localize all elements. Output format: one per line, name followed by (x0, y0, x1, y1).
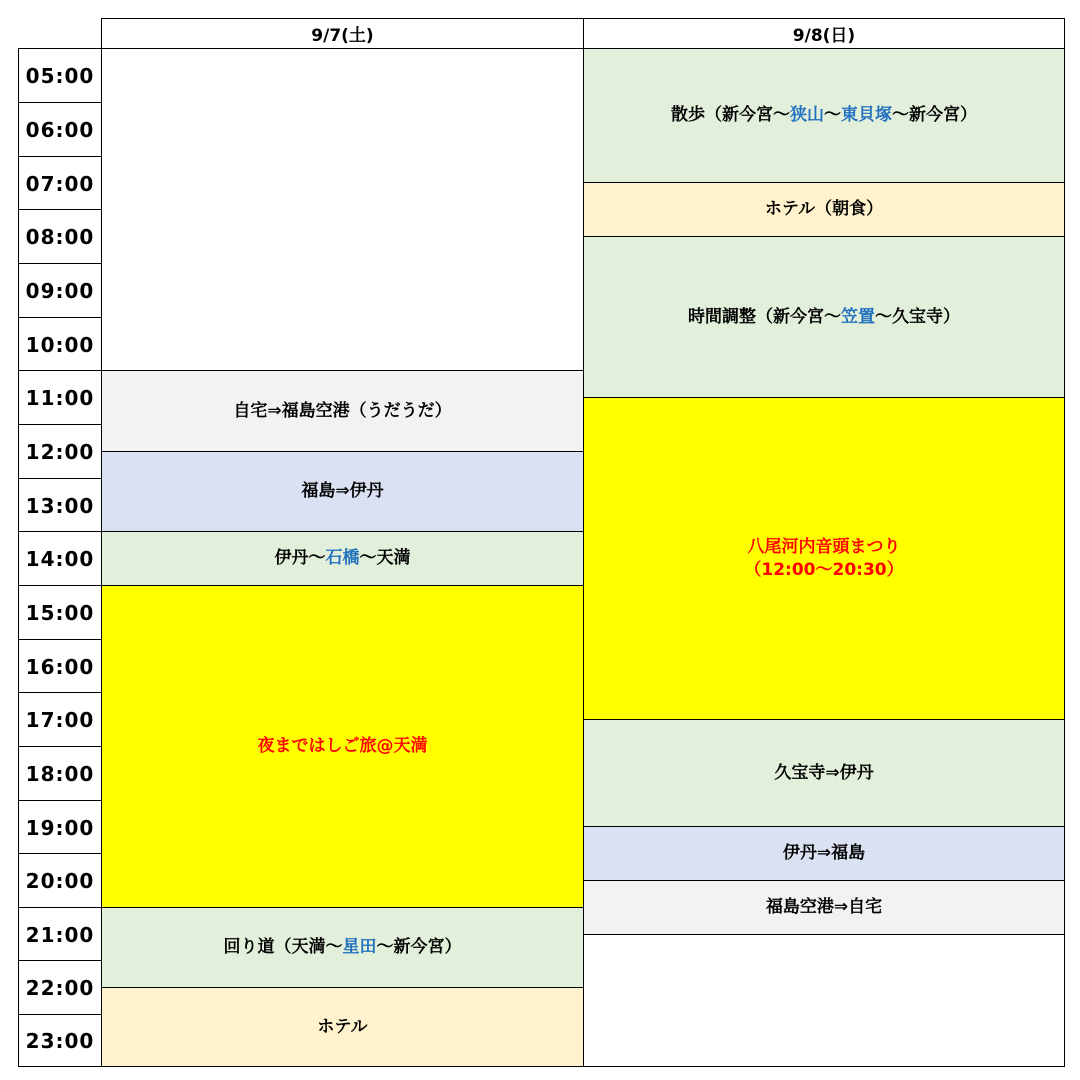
time-label: 17:00 (18, 692, 102, 747)
time-label: 14:00 (18, 531, 102, 586)
sun-empty-night (583, 934, 1065, 1067)
sat-event-hashigo-tabi (101, 585, 584, 908)
event-label: 夜まではしご旅@天満 (257, 736, 428, 757)
sat-event-hotel (101, 987, 584, 1067)
event-text: ～新今宮） (376, 937, 462, 958)
event-text: ～久宝寺） (875, 306, 960, 327)
sun-event-kyuhoji-itami (583, 719, 1065, 827)
time-label: 23:00 (18, 1014, 102, 1067)
time-label: 16:00 (18, 639, 102, 694)
event-label: 伊丹⇒福島 (782, 843, 866, 864)
event-text: ～天満 (359, 548, 411, 569)
station-highlight: 狭山 (790, 105, 824, 126)
event-label: ホテル (317, 1016, 368, 1037)
time-label: 20:00 (18, 853, 102, 908)
sun-event-travel-home (583, 880, 1065, 935)
event-text: 時間調整（新今宮～ (688, 306, 841, 327)
time-label: 07:00 (18, 156, 102, 211)
day-header-sat: 9/7(土) (101, 18, 584, 49)
time-label: 05:00 (18, 48, 102, 103)
event-label (688, 306, 960, 329)
time-label: 22:00 (18, 960, 102, 1015)
event-label: ホテル（朝食） (764, 199, 884, 220)
time-label: 18:00 (18, 746, 102, 801)
time-label: 11:00 (18, 370, 102, 425)
event-label (224, 936, 462, 959)
event-label: 自宅⇒福島空港（うだうだ） (233, 400, 452, 421)
sun-event-flight (583, 826, 1065, 881)
time-label: 15:00 (18, 585, 102, 640)
time-label: 12:00 (18, 424, 102, 479)
event-label: 福島⇒伊丹 (301, 481, 384, 502)
event-label: 福島空港⇒自宅 (765, 897, 883, 918)
time-label: 09:00 (18, 263, 102, 318)
sun-event-walk (583, 48, 1065, 183)
event-text: ～ (824, 105, 841, 126)
sun-event-yao-festival (583, 397, 1065, 720)
sat-event-travel-airport (101, 370, 584, 452)
event-label: 久宝寺⇒伊丹 (774, 762, 874, 783)
sat-event-detour (101, 907, 584, 988)
event-label (275, 547, 411, 570)
station-highlight: 東貝塚 (841, 105, 892, 126)
time-label: 13:00 (18, 478, 102, 533)
station-highlight: 石橋 (325, 548, 360, 569)
time-label: 06:00 (18, 102, 102, 157)
event-text: 回り道（天満～ (223, 937, 343, 958)
time-label: 21:00 (18, 907, 102, 962)
station-highlight: 星田 (342, 937, 377, 958)
event-text: 散歩（新今宮～ (671, 105, 790, 126)
event-text: 伊丹～ (274, 548, 326, 569)
time-label: 08:00 (18, 209, 102, 264)
event-label (671, 104, 977, 127)
day-header-sun: 9/8(日) (583, 18, 1065, 49)
time-label: 19:00 (18, 800, 102, 855)
sat-empty-morning (101, 48, 584, 371)
sat-event-flight (101, 451, 584, 532)
time-label: 10:00 (18, 317, 102, 372)
event-title: 八尾河内音頭まつり (747, 536, 901, 557)
sun-event-time-adjust (583, 236, 1065, 398)
sun-event-hotel-breakfast (583, 182, 1065, 237)
event-time-range: （12:00～20:30） (744, 559, 904, 580)
sat-event-itami-tenma (101, 531, 584, 586)
station-highlight: 笠置 (841, 306, 875, 327)
event-text: ～新今宮） (892, 105, 977, 126)
